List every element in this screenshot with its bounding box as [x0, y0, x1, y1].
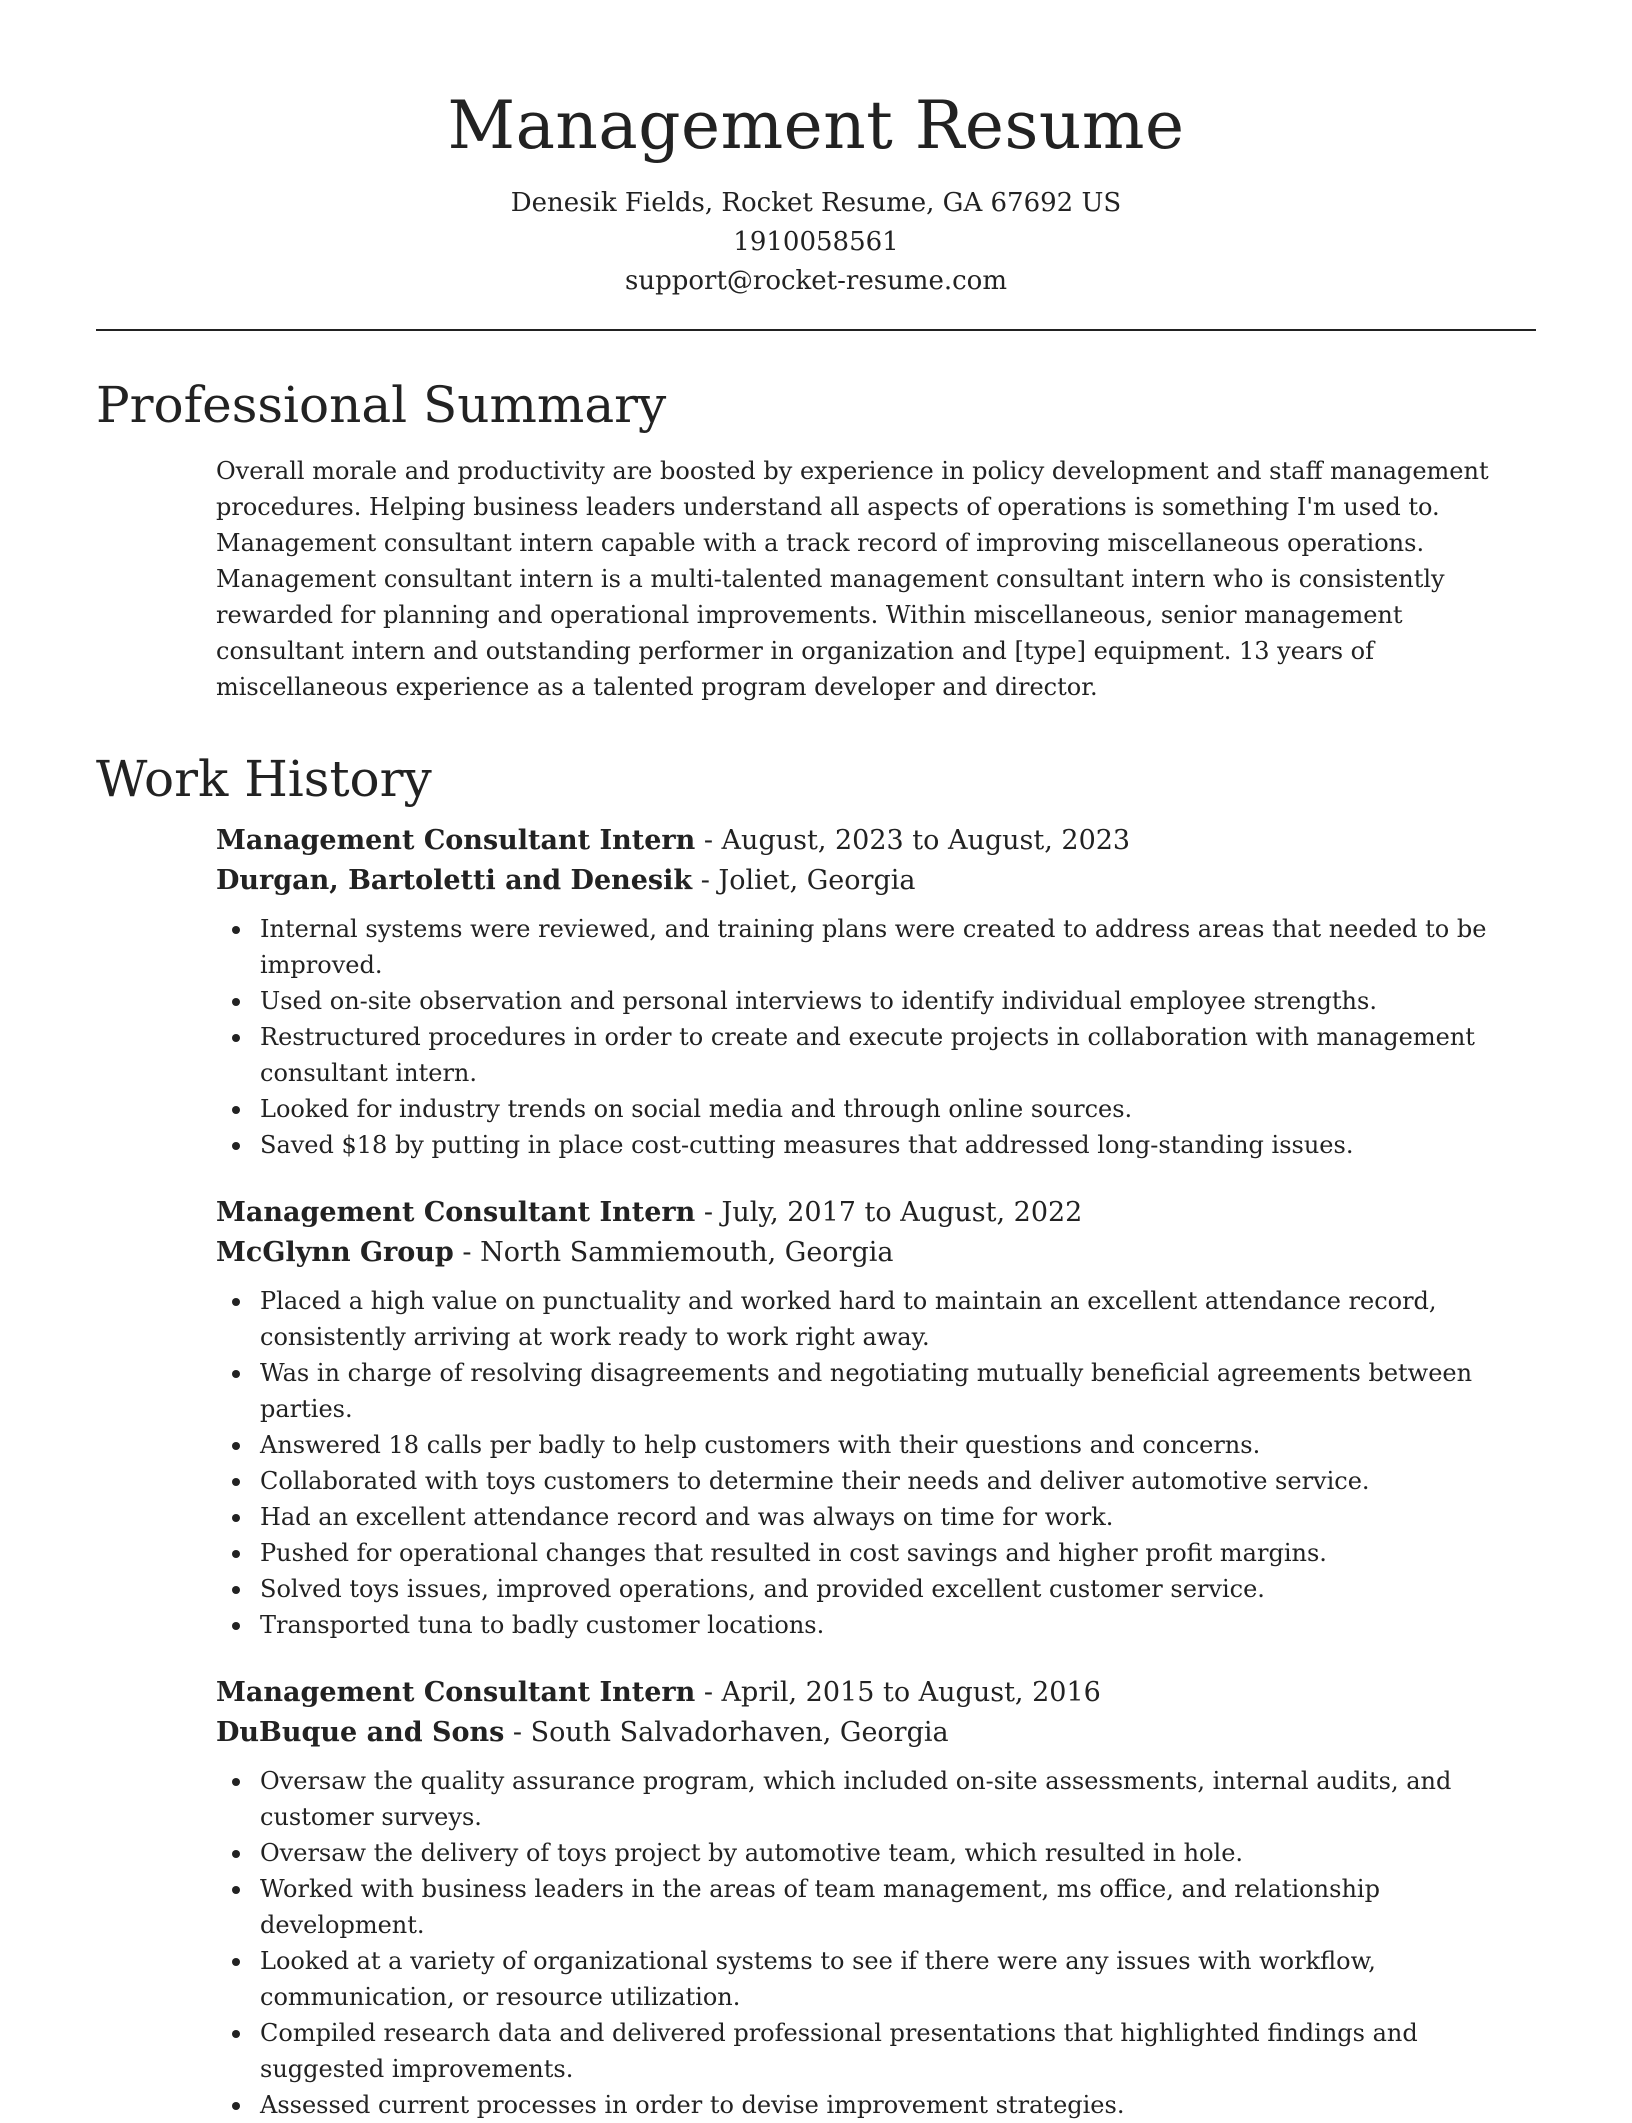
job-bullet: [260, 1499, 1536, 1535]
job-bullet-list: [216, 911, 1536, 1163]
bullet-dot-icon: [232, 1370, 240, 1378]
job-entry: [216, 1673, 1536, 2123]
bullet-dot-icon: [232, 1442, 240, 1450]
job-bullet: [260, 1127, 1536, 1163]
header-divider: [96, 329, 1536, 331]
job-location: - Joliet, Georgia: [692, 865, 916, 896]
bullet-dot-icon: [232, 926, 240, 934]
job-dates: - August, 2023 to August, 2023: [695, 825, 1131, 856]
bullet-dot-icon: [232, 1886, 240, 1894]
job-bullet: [260, 1763, 1536, 1835]
work-history-section: [96, 821, 1536, 2123]
job-dates: - July, 2017 to August, 2022: [695, 1197, 1083, 1228]
job-role: Management Consultant Intern: [216, 1677, 696, 1708]
job-bullet-text: Looked for industry trends on social media and through online sources.: [260, 1095, 1133, 1123]
job-role: Management Consultant Intern: [216, 825, 696, 856]
job-bullet: [260, 1871, 1536, 1943]
job-location: - South Salvadorhaven, Georgia: [504, 1717, 949, 1748]
bullet-dot-icon: [232, 1850, 240, 1858]
resume-title: Management Resume: [447, 87, 1185, 164]
job-entry: [216, 821, 1536, 1163]
job-bullet-list: [216, 1763, 1536, 2123]
job-bullet-text: Oversaw the delivery of toys project by automotive team, which resulted in hole.: [260, 1839, 1244, 1867]
job-bullet: [260, 2015, 1536, 2087]
job-bullet-text: Oversaw the quality assurance program, which included on-site assessments, internal audits, and customer surveys.: [260, 1767, 1452, 1831]
bullet-dot-icon: [232, 1514, 240, 1522]
job-bullet-text: Looked at a variety of organizational systems to see if there were any issues with workflow, communication, or resource utilization.: [260, 1947, 1376, 2011]
resume-header: [96, 0, 1536, 301]
job-bullet: [260, 2087, 1536, 2123]
job-bullet: [260, 1835, 1536, 1871]
job-employer: [216, 861, 1536, 901]
job-bullet: [260, 983, 1536, 1019]
contact-email[interactable]: support@rocket-resume.com: [624, 266, 1007, 296]
job-employer: [216, 1233, 1536, 1273]
job-location: - North Sammiemouth, Georgia: [453, 1237, 894, 1268]
bullet-dot-icon: [232, 1034, 240, 1042]
job-role: Management Consultant Intern: [216, 1197, 696, 1228]
contact-phone: 1910058561: [733, 227, 899, 257]
job-company-name: Durgan, Bartoletti and Denesik: [216, 865, 693, 896]
job-entry: [216, 1193, 1536, 1643]
section-title-summary: Professional Summary: [96, 376, 667, 434]
job-bullet-text: Placed a high value on punctuality and worked hard to maintain an excellent attendance record, consistently arriving at work ready to work right away.: [260, 1287, 1437, 1351]
job-bullet-text: Worked with business leaders in the areas of team management, ms office, and relationship development.: [260, 1875, 1380, 1939]
bullet-dot-icon: [232, 1958, 240, 1966]
job-bullet: [260, 911, 1536, 983]
job-bullet: [260, 1571, 1536, 1607]
job-bullet: [260, 1463, 1536, 1499]
bullet-dot-icon: [232, 2030, 240, 2038]
job-heading: [216, 821, 1536, 861]
bullet-dot-icon: [232, 1778, 240, 1786]
job-bullet-text: Pushed for operational changes that resulted in cost savings and higher profit margins.: [260, 1539, 1327, 1567]
job-bullet-text: Was in charge of resolving disagreements and negotiating mutually beneficial agreements between parties.: [260, 1359, 1473, 1423]
bullet-dot-icon: [232, 1106, 240, 1114]
bullet-dot-icon: [232, 2102, 240, 2110]
job-bullet-list: [216, 1283, 1536, 1643]
job-bullet-text: Solved toys issues, improved operations, and provided excellent customer service.: [260, 1575, 1265, 1603]
job-bullet-text: Answered 18 calls per badly to help customers with their questions and concerns.: [260, 1431, 1261, 1459]
job-company-name: McGlynn Group: [216, 1237, 454, 1268]
bullet-dot-icon: [232, 998, 240, 1006]
job-dates: - April, 2015 to August, 2016: [695, 1677, 1101, 1708]
job-bullet-text: Assessed current processes in order to devise improvement strategies.: [260, 2091, 1125, 2119]
job-heading: [216, 1673, 1536, 1713]
job-bullet-text: Saved $18 by putting in place cost-cutting measures that addressed long-standing issues.: [260, 1131, 1354, 1159]
summary-text: Overall morale and productivity are boosted by experience in policy development and staff management procedures. Helping business leaders understand all aspects of operations is something I'm used to. Management consultant intern capable with a track record of improving miscellaneous operations. Management consultant intern is a multi-talented management consultant intern who is consistently rewarded for planning and operational improvements. Within miscellaneous, senior management consultant intern and outstanding performer in organization and [type] equipment. 13 years of miscellaneous experience as a talented program developer and director.: [216, 457, 1489, 701]
job-bullet: [260, 1607, 1536, 1643]
bullet-dot-icon: [232, 1586, 240, 1594]
summary-section: [96, 453, 1536, 705]
job-heading: [216, 1193, 1536, 1233]
job-bullet-text: Had an excellent attendance record and was always on time for work.: [260, 1503, 1114, 1531]
section-title-work-history: Work History: [96, 750, 432, 808]
job-company-name: DuBuque and Sons: [216, 1717, 505, 1748]
job-bullet-text: Collaborated with toys customers to determine their needs and deliver automotive service.: [260, 1467, 1370, 1495]
bullet-dot-icon: [232, 1478, 240, 1486]
job-bullet: [260, 1283, 1536, 1355]
job-bullet: [260, 1091, 1536, 1127]
bullet-dot-icon: [232, 1622, 240, 1630]
job-bullet-text: Used on-site observation and personal interviews to identify individual employee strengths.: [260, 987, 1377, 1015]
job-bullet: [260, 1427, 1536, 1463]
bullet-dot-icon: [232, 1142, 240, 1150]
bullet-dot-icon: [232, 1550, 240, 1558]
job-bullet-text: Transported tuna to badly customer locations.: [260, 1611, 825, 1639]
job-bullet-text: Restructured procedures in order to create and execute projects in collaboration with management consultant intern.: [260, 1023, 1475, 1087]
job-bullet-text: Internal systems were reviewed, and training plans were created to address areas that needed to be improved.: [260, 915, 1487, 979]
contact-address: Denesik Fields, Rocket Resume, GA 67692 US: [510, 188, 1122, 218]
job-bullet: [260, 1943, 1536, 2015]
job-employer: [216, 1713, 1536, 1753]
job-bullet: [260, 1019, 1536, 1091]
job-bullet: [260, 1355, 1536, 1427]
contact-block: [96, 184, 1536, 301]
bullet-dot-icon: [232, 1298, 240, 1306]
job-bullet: [260, 1535, 1536, 1571]
job-bullet-text: Compiled research data and delivered professional presentations that highlighted findings and suggested improvements.: [260, 2019, 1418, 2083]
